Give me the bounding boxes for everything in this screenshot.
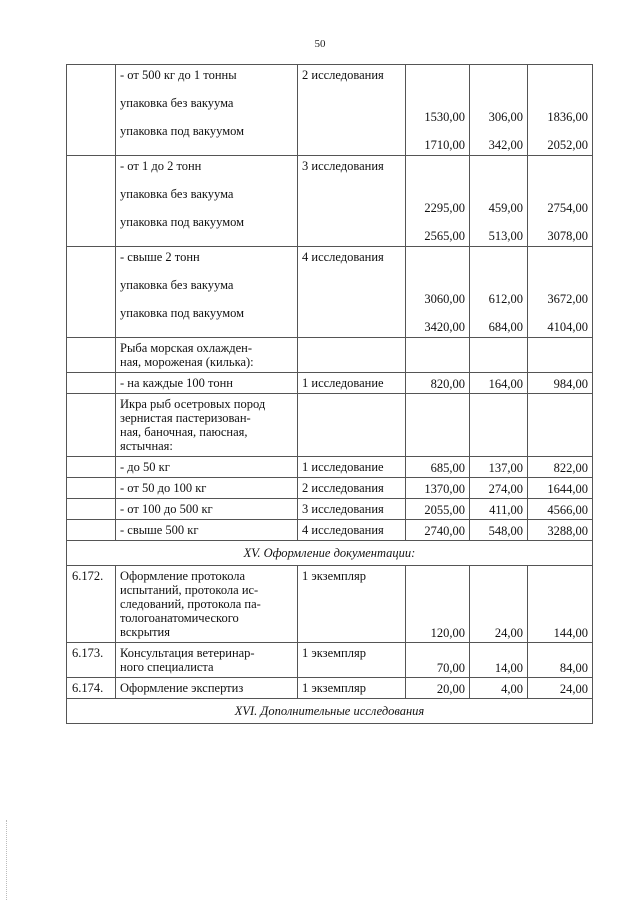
item-price: 685,00 <box>406 457 470 478</box>
item-price <box>406 338 470 373</box>
item-vat: 137,00 <box>470 457 528 478</box>
item-vat <box>470 65 528 156</box>
item-price: 120,00 <box>406 566 470 643</box>
item-vat <box>470 156 528 247</box>
vat-line: 612,00 <box>488 292 523 306</box>
table-row <box>67 373 593 394</box>
item-unit: 1 исследование <box>298 457 406 478</box>
vat-line: 459,00 <box>488 201 523 215</box>
item-price: 70,00 <box>406 643 470 678</box>
item-code <box>67 457 116 478</box>
item-vat: 411,00 <box>470 499 528 520</box>
item-description <box>116 338 298 373</box>
description-line: упаковка без вакуума <box>120 187 234 201</box>
item-code <box>67 373 116 394</box>
item-price <box>406 65 470 156</box>
total-line <box>532 68 588 96</box>
item-description <box>116 373 298 394</box>
scan-margin-mark <box>6 820 9 900</box>
item-vat <box>470 338 528 373</box>
price-line: 3420,00 <box>424 320 465 334</box>
section-header-row <box>67 699 593 724</box>
page-number: 50 <box>314 38 326 50</box>
table-row <box>67 478 593 499</box>
item-vat: 14,00 <box>470 643 528 678</box>
price-line: 2565,00 <box>424 229 465 243</box>
vat-line: 684,00 <box>488 320 523 334</box>
total-line: 3078,00 <box>547 229 588 243</box>
item-unit: 1 экземпляр <box>298 566 406 643</box>
item-description <box>116 678 298 699</box>
section-title: XVI. Дополнительные исследования <box>67 699 593 724</box>
description-line: - от 500 кг до 1 тонны <box>120 68 237 82</box>
section-header-row <box>67 541 593 566</box>
total-line: 2052,00 <box>547 138 588 152</box>
item-vat: 4,00 <box>470 678 528 699</box>
tariff-table <box>66 64 593 724</box>
item-code <box>67 394 116 457</box>
item-total: 144,00 <box>528 566 593 643</box>
total-line <box>532 159 588 187</box>
item-total: 3288,00 <box>528 520 593 541</box>
item-code <box>67 520 116 541</box>
item-total: 984,00 <box>528 373 593 394</box>
table-row <box>67 678 593 699</box>
table-row <box>67 520 593 541</box>
price-line: 1710,00 <box>424 138 465 152</box>
description-line: упаковка под вакуумом <box>120 124 245 138</box>
table-row <box>67 499 593 520</box>
item-description <box>116 156 298 247</box>
price-line <box>410 250 465 278</box>
table-row <box>67 643 593 678</box>
item-code <box>67 156 116 247</box>
item-unit: 4 исследования <box>298 520 406 541</box>
item-total: 84,00 <box>528 643 593 678</box>
item-description <box>116 520 298 541</box>
description-line: зернистая пастеризован- <box>120 411 251 425</box>
description-line: Консультация ветеринар- <box>120 646 255 660</box>
description-line: - на каждые 100 тонн <box>120 376 233 390</box>
item-code <box>67 499 116 520</box>
item-code <box>67 338 116 373</box>
description-line: Оформление протокола <box>120 569 246 583</box>
description-line: - до 50 кг <box>120 460 170 474</box>
item-unit: 3 исследования <box>298 499 406 520</box>
description-line: упаковка под вакуумом <box>120 215 245 229</box>
description-line: упаковка без вакуума <box>120 96 234 110</box>
description-line: тологоанатомического <box>120 611 239 625</box>
description-line: - от 100 до 500 кг <box>120 502 213 516</box>
item-price <box>406 156 470 247</box>
item-total: 4566,00 <box>528 499 593 520</box>
item-description <box>116 457 298 478</box>
section-title: XV. Оформление документации: <box>67 541 593 566</box>
item-vat <box>470 394 528 457</box>
description-line: следований, протокола па- <box>120 597 261 611</box>
table-row <box>67 457 593 478</box>
item-total <box>528 247 593 338</box>
item-unit <box>298 394 406 457</box>
item-unit: 4 исследования <box>298 247 406 338</box>
vat-line <box>474 68 523 96</box>
item-total: 1644,00 <box>528 478 593 499</box>
item-total <box>528 156 593 247</box>
item-price: 820,00 <box>406 373 470 394</box>
item-description <box>116 478 298 499</box>
total-line: 4104,00 <box>547 320 588 334</box>
description-line: - от 50 до 100 кг <box>120 481 207 495</box>
table-row <box>67 247 593 338</box>
item-vat <box>470 247 528 338</box>
item-unit: 1 исследование <box>298 373 406 394</box>
description-line: ная, баночная, паюсная, <box>120 425 248 439</box>
description-line: упаковка под вакуумом <box>120 306 245 320</box>
item-vat: 164,00 <box>470 373 528 394</box>
total-line <box>532 250 588 278</box>
item-unit: 3 исследования <box>298 156 406 247</box>
table-row <box>67 566 593 643</box>
total-line: 2754,00 <box>547 201 588 215</box>
item-description <box>116 394 298 457</box>
vat-line: 306,00 <box>488 110 523 124</box>
item-description <box>116 247 298 338</box>
price-line: 3060,00 <box>424 292 465 306</box>
description-line: - свыше 2 тонн <box>120 250 200 264</box>
description-line: ная, мороженая (килька): <box>120 355 254 369</box>
table-row <box>67 394 593 457</box>
item-code: 6.172. <box>67 566 116 643</box>
item-unit: 1 экземпляр <box>298 643 406 678</box>
description-line: Икра рыб осетровых пород <box>120 397 266 411</box>
item-vat: 274,00 <box>470 478 528 499</box>
item-unit <box>298 338 406 373</box>
item-total: 822,00 <box>528 457 593 478</box>
price-line: 1530,00 <box>424 110 465 124</box>
price-line <box>410 68 465 96</box>
item-code: 6.173. <box>67 643 116 678</box>
vat-line <box>474 159 523 187</box>
item-unit: 1 экземпляр <box>298 678 406 699</box>
description-line: ного специалиста <box>120 660 214 674</box>
item-description <box>116 566 298 643</box>
item-unit: 2 исследования <box>298 65 406 156</box>
item-unit: 2 исследования <box>298 478 406 499</box>
item-code <box>67 478 116 499</box>
vat-line: 513,00 <box>488 229 523 243</box>
item-price <box>406 247 470 338</box>
description-line: ястычная: <box>120 439 173 453</box>
item-total: 24,00 <box>528 678 593 699</box>
description-line: испытаний, протокола ис- <box>120 583 259 597</box>
item-code: 6.174. <box>67 678 116 699</box>
item-code <box>67 247 116 338</box>
total-line: 1836,00 <box>547 110 588 124</box>
vat-line <box>474 250 523 278</box>
description-line: Рыба морская охлажден- <box>120 341 253 355</box>
item-price: 1370,00 <box>406 478 470 499</box>
item-price: 2055,00 <box>406 499 470 520</box>
item-code <box>67 65 116 156</box>
item-total <box>528 338 593 373</box>
item-total <box>528 65 593 156</box>
description-line: упаковка без вакуума <box>120 278 234 292</box>
description-line: Оформление экспертиз <box>120 681 244 695</box>
item-vat: 24,00 <box>470 566 528 643</box>
table-row <box>67 156 593 247</box>
item-price <box>406 394 470 457</box>
item-description <box>116 65 298 156</box>
item-total <box>528 394 593 457</box>
item-price: 20,00 <box>406 678 470 699</box>
description-line: - от 1 до 2 тонн <box>120 159 202 173</box>
item-description <box>116 643 298 678</box>
price-line: 2295,00 <box>424 201 465 215</box>
total-line: 3672,00 <box>547 292 588 306</box>
item-price: 2740,00 <box>406 520 470 541</box>
description-line: - свыше 500 кг <box>120 523 199 537</box>
item-description <box>116 499 298 520</box>
vat-line: 342,00 <box>488 138 523 152</box>
table-row <box>67 65 593 156</box>
item-vat: 548,00 <box>470 520 528 541</box>
description-line: вскрытия <box>120 625 170 639</box>
table-row <box>67 338 593 373</box>
price-line <box>410 159 465 187</box>
